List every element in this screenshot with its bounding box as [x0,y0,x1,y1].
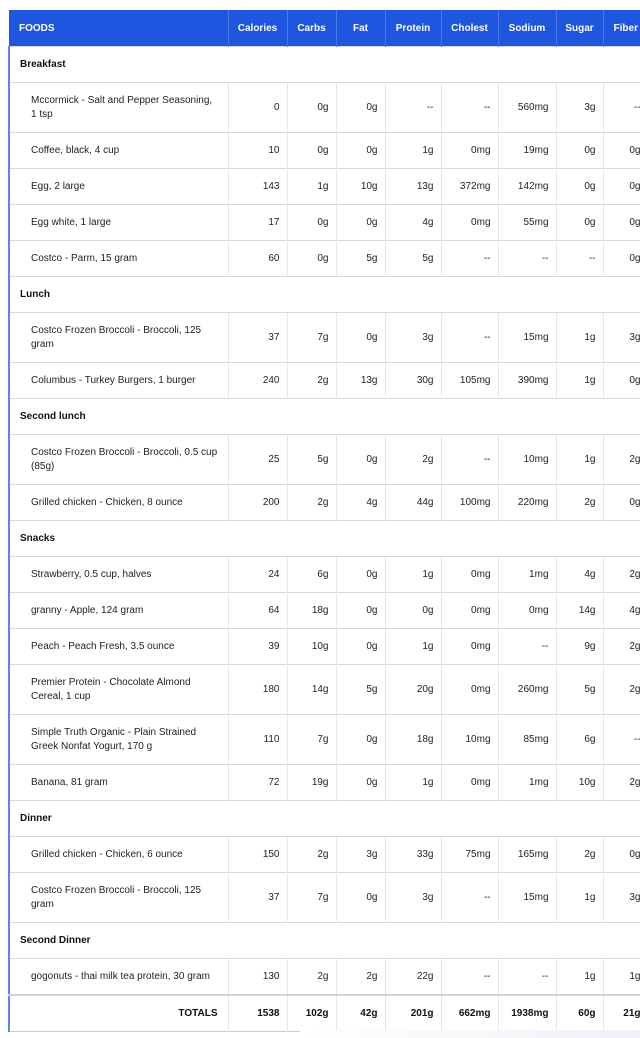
cell-cholest: 10mg [441,715,498,765]
food-row[interactable] [9,363,640,399]
cell-sodium: 142mg [498,169,556,205]
cell-calories: 110 [228,715,287,765]
cell-carbs: 2g [287,485,336,521]
cell-calories: 180 [228,665,287,715]
cell-cholest: -- [441,241,498,277]
cell-protein: 0g [385,593,441,629]
cell-calories: 72 [228,765,287,801]
food-name: Grilled chicken - Chicken, 8 ounce [9,485,228,521]
cell-fiber: 2g [603,665,640,715]
cell-cholest: -- [441,83,498,133]
totals-label: TOTALS [9,995,228,1032]
cell-protein: 1g [385,133,441,169]
cell-carbs: 19g [287,765,336,801]
cell-fiber: 0g [603,205,640,241]
cell-cholest: 75mg [441,837,498,873]
cell-fat: 4g [336,485,385,521]
cell-cholest: -- [441,435,498,485]
food-row[interactable] [9,205,640,241]
cell-fat: 0g [336,205,385,241]
totals-fiber: 21g [603,995,640,1032]
cell-cholest: 105mg [441,363,498,399]
food-name: Egg white, 1 large [9,205,228,241]
cell-fiber: 0g [603,485,640,521]
cell-sugar: 0g [556,169,603,205]
cell-fat: 0g [336,629,385,665]
cell-fat: 0g [336,435,385,485]
food-name: Mccormick - Salt and Pepper Seasoning, 1 tsp [9,83,228,133]
totals-carbs: 102g [287,995,336,1032]
food-row[interactable] [9,959,640,996]
col-calories: Calories [228,10,287,47]
food-name: Grilled chicken - Chicken, 6 ounce [9,837,228,873]
cell-carbs: 7g [287,313,336,363]
cell-fiber: -- [603,83,640,133]
cell-carbs: 2g [287,837,336,873]
cell-calories: 60 [228,241,287,277]
cell-sugar: 6g [556,715,603,765]
col-carbs: Carbs [287,10,336,47]
cell-sodium: 560mg [498,83,556,133]
cell-sodium: 165mg [498,837,556,873]
cell-fiber: 0g [603,169,640,205]
cell-sugar: 3g [556,83,603,133]
food-diary-table-wrapper [8,10,640,1032]
section-row [9,277,640,313]
cell-carbs: 18g [287,593,336,629]
cell-sugar: 1g [556,873,603,923]
food-name: Coffee, black, 4 cup [9,133,228,169]
cell-protein: 1g [385,629,441,665]
cell-sugar: 1g [556,435,603,485]
cell-sodium: 1mg [498,557,556,593]
cell-fiber: 3g [603,313,640,363]
col-sodium: Sodium [498,10,556,47]
cell-carbs: 14g [287,665,336,715]
cell-calories: 24 [228,557,287,593]
cell-sodium: -- [498,629,556,665]
cell-cholest: 0mg [441,665,498,715]
section-row [9,399,640,435]
cell-sugar: 14g [556,593,603,629]
cell-fiber: 2g [603,765,640,801]
col-protein: Protein [385,10,441,47]
cell-fiber: 4g [603,593,640,629]
cell-sodium: 55mg [498,205,556,241]
section-title: Snacks [9,521,640,557]
col-fat: Fat [336,10,385,47]
col-foods: FOODS [9,10,228,47]
cell-fat: 2g [336,959,385,996]
cell-sodium: 19mg [498,133,556,169]
cell-fiber: 0g [603,241,640,277]
cell-sugar: 0g [556,205,603,241]
totals-calories: 1538 [228,995,287,1032]
cell-carbs: 7g [287,873,336,923]
table-header [9,10,640,47]
cell-calories: 0 [228,83,287,133]
cell-cholest: 0mg [441,205,498,241]
totals-fat: 42g [336,995,385,1032]
cell-protein: 30g [385,363,441,399]
cell-sodium: 10mg [498,435,556,485]
cell-sugar: 9g [556,629,603,665]
section-title: Breakfast [9,47,640,83]
cell-calories: 37 [228,313,287,363]
totals-protein: 201g [385,995,441,1032]
food-row[interactable] [9,837,640,873]
cell-carbs: 6g [287,557,336,593]
cell-protein: 44g [385,485,441,521]
cell-sodium: 15mg [498,313,556,363]
food-name: Costco Frozen Broccoli - Broccoli, 125 gram [9,313,228,363]
food-row[interactable] [9,765,640,801]
cell-sugar: 4g [556,557,603,593]
food-row[interactable] [9,593,640,629]
cell-sodium: 0mg [498,593,556,629]
cell-protein: 4g [385,205,441,241]
table-body [9,47,640,996]
cell-sugar: 0g [556,133,603,169]
cell-sodium: 220mg [498,485,556,521]
food-name: gogonuts - thai milk tea protein, 30 gram [9,959,228,996]
cell-fat: 5g [336,665,385,715]
cell-calories: 37 [228,873,287,923]
food-name: Costco - Parm, 15 gram [9,241,228,277]
cell-protein: 13g [385,169,441,205]
cell-cholest: 0mg [441,629,498,665]
cell-fiber: 2g [603,435,640,485]
food-name: Banana, 81 gram [9,765,228,801]
food-row[interactable] [9,435,640,485]
section-row [9,47,640,83]
cell-fat: 0g [336,83,385,133]
cell-carbs: 0g [287,241,336,277]
food-name: Simple Truth Organic - Plain Strained Greek Nonfat Yogurt, 170 g [9,715,228,765]
cell-sodium: 85mg [498,715,556,765]
section-title: Dinner [9,801,640,837]
cell-calories: 10 [228,133,287,169]
col-cholest: Cholest [441,10,498,47]
cell-sodium: -- [498,959,556,996]
food-name: Strawberry, 0.5 cup, halves [9,557,228,593]
food-row[interactable] [9,241,640,277]
cell-sugar: 10g [556,765,603,801]
cell-protein: 33g [385,837,441,873]
cell-fiber: 2g [603,557,640,593]
cell-sodium: 15mg [498,873,556,923]
cell-protein: 1g [385,557,441,593]
cell-carbs: 2g [287,363,336,399]
totals-cholest: 662mg [441,995,498,1032]
food-diary-table [8,10,640,1032]
cell-sodium: 260mg [498,665,556,715]
cell-cholest: 0mg [441,133,498,169]
cell-fiber: 1g [603,959,640,996]
cell-protein: 1g [385,765,441,801]
totals-sodium: 1938mg [498,995,556,1032]
cell-protein: 22g [385,959,441,996]
cell-protein: -- [385,83,441,133]
cell-carbs: 1g [287,169,336,205]
food-name: Peach - Peach Fresh, 3.5 ounce [9,629,228,665]
cell-carbs: 10g [287,629,336,665]
section-title: Lunch [9,277,640,313]
food-name: Costco Frozen Broccoli - Broccoli, 125 gram [9,873,228,923]
section-title: Second Dinner [9,923,640,959]
col-sugar: Sugar [556,10,603,47]
cell-calories: 200 [228,485,287,521]
cell-fat: 10g [336,169,385,205]
cell-sugar: -- [556,241,603,277]
cell-fat: 3g [336,837,385,873]
cell-protein: 3g [385,313,441,363]
cell-sugar: 1g [556,959,603,996]
cell-cholest: 100mg [441,485,498,521]
cell-calories: 39 [228,629,287,665]
section-row [9,801,640,837]
cell-fat: 0g [336,593,385,629]
cell-cholest: 372mg [441,169,498,205]
cell-carbs: 7g [287,715,336,765]
cell-fiber: 0g [603,363,640,399]
cell-carbs: 0g [287,205,336,241]
cell-sugar: 2g [556,837,603,873]
cell-protein: 3g [385,873,441,923]
cell-sodium: 390mg [498,363,556,399]
cell-cholest: 0mg [441,593,498,629]
cell-fiber: 0g [603,837,640,873]
cell-cholest: -- [441,873,498,923]
cell-carbs: 0g [287,133,336,169]
food-name: Costco Frozen Broccoli - Broccoli, 0.5 cup (85g) [9,435,228,485]
food-row[interactable] [9,169,640,205]
section-title: Second lunch [9,399,640,435]
food-row[interactable] [9,485,640,521]
cell-fat: 0g [336,133,385,169]
cell-calories: 240 [228,363,287,399]
cell-sugar: 1g [556,313,603,363]
food-row[interactable] [9,83,640,133]
totals-sugar: 60g [556,995,603,1032]
cell-sodium: 1mg [498,765,556,801]
cell-calories: 64 [228,593,287,629]
cell-fat: 0g [336,715,385,765]
cell-cholest: -- [441,313,498,363]
cell-cholest: -- [441,959,498,996]
cell-cholest: 0mg [441,557,498,593]
cell-fat: 0g [336,557,385,593]
cell-calories: 25 [228,435,287,485]
food-row[interactable] [9,133,640,169]
food-row[interactable] [9,665,640,715]
bottom-shadow [300,1030,640,1038]
cell-sodium: -- [498,241,556,277]
food-name: Premier Protein - Chocolate Almond Cereal, 1 cup [9,665,228,715]
cell-calories: 143 [228,169,287,205]
cell-fat: 13g [336,363,385,399]
food-name: Columbus - Turkey Burgers, 1 burger [9,363,228,399]
cell-fat: 0g [336,765,385,801]
cell-calories: 17 [228,205,287,241]
cell-fat: 0g [336,873,385,923]
cell-calories: 150 [228,837,287,873]
food-row[interactable] [9,629,640,665]
section-row [9,923,640,959]
cell-fat: 0g [336,313,385,363]
totals-row [9,995,640,1032]
food-row[interactable] [9,313,640,363]
food-name: Egg, 2 large [9,169,228,205]
col-fiber: Fiber [603,10,640,47]
cell-carbs: 5g [287,435,336,485]
cell-protein: 2g [385,435,441,485]
cell-carbs: 2g [287,959,336,996]
cell-sugar: 2g [556,485,603,521]
cell-protein: 5g [385,241,441,277]
cell-cholest: 0mg [441,765,498,801]
cell-sugar: 5g [556,665,603,715]
table-footer [9,995,640,1032]
cell-fat: 5g [336,241,385,277]
cell-sugar: 1g [556,363,603,399]
cell-fiber: 3g [603,873,640,923]
cell-fiber: 0g [603,133,640,169]
cell-calories: 130 [228,959,287,996]
cell-fiber: 2g [603,629,640,665]
food-row[interactable] [9,557,640,593]
cell-protein: 18g [385,715,441,765]
cell-protein: 20g [385,665,441,715]
food-row[interactable] [9,715,640,765]
cell-fiber: -- [603,715,640,765]
food-row[interactable] [9,873,640,923]
cell-carbs: 0g [287,83,336,133]
food-name: granny - Apple, 124 gram [9,593,228,629]
section-row [9,521,640,557]
